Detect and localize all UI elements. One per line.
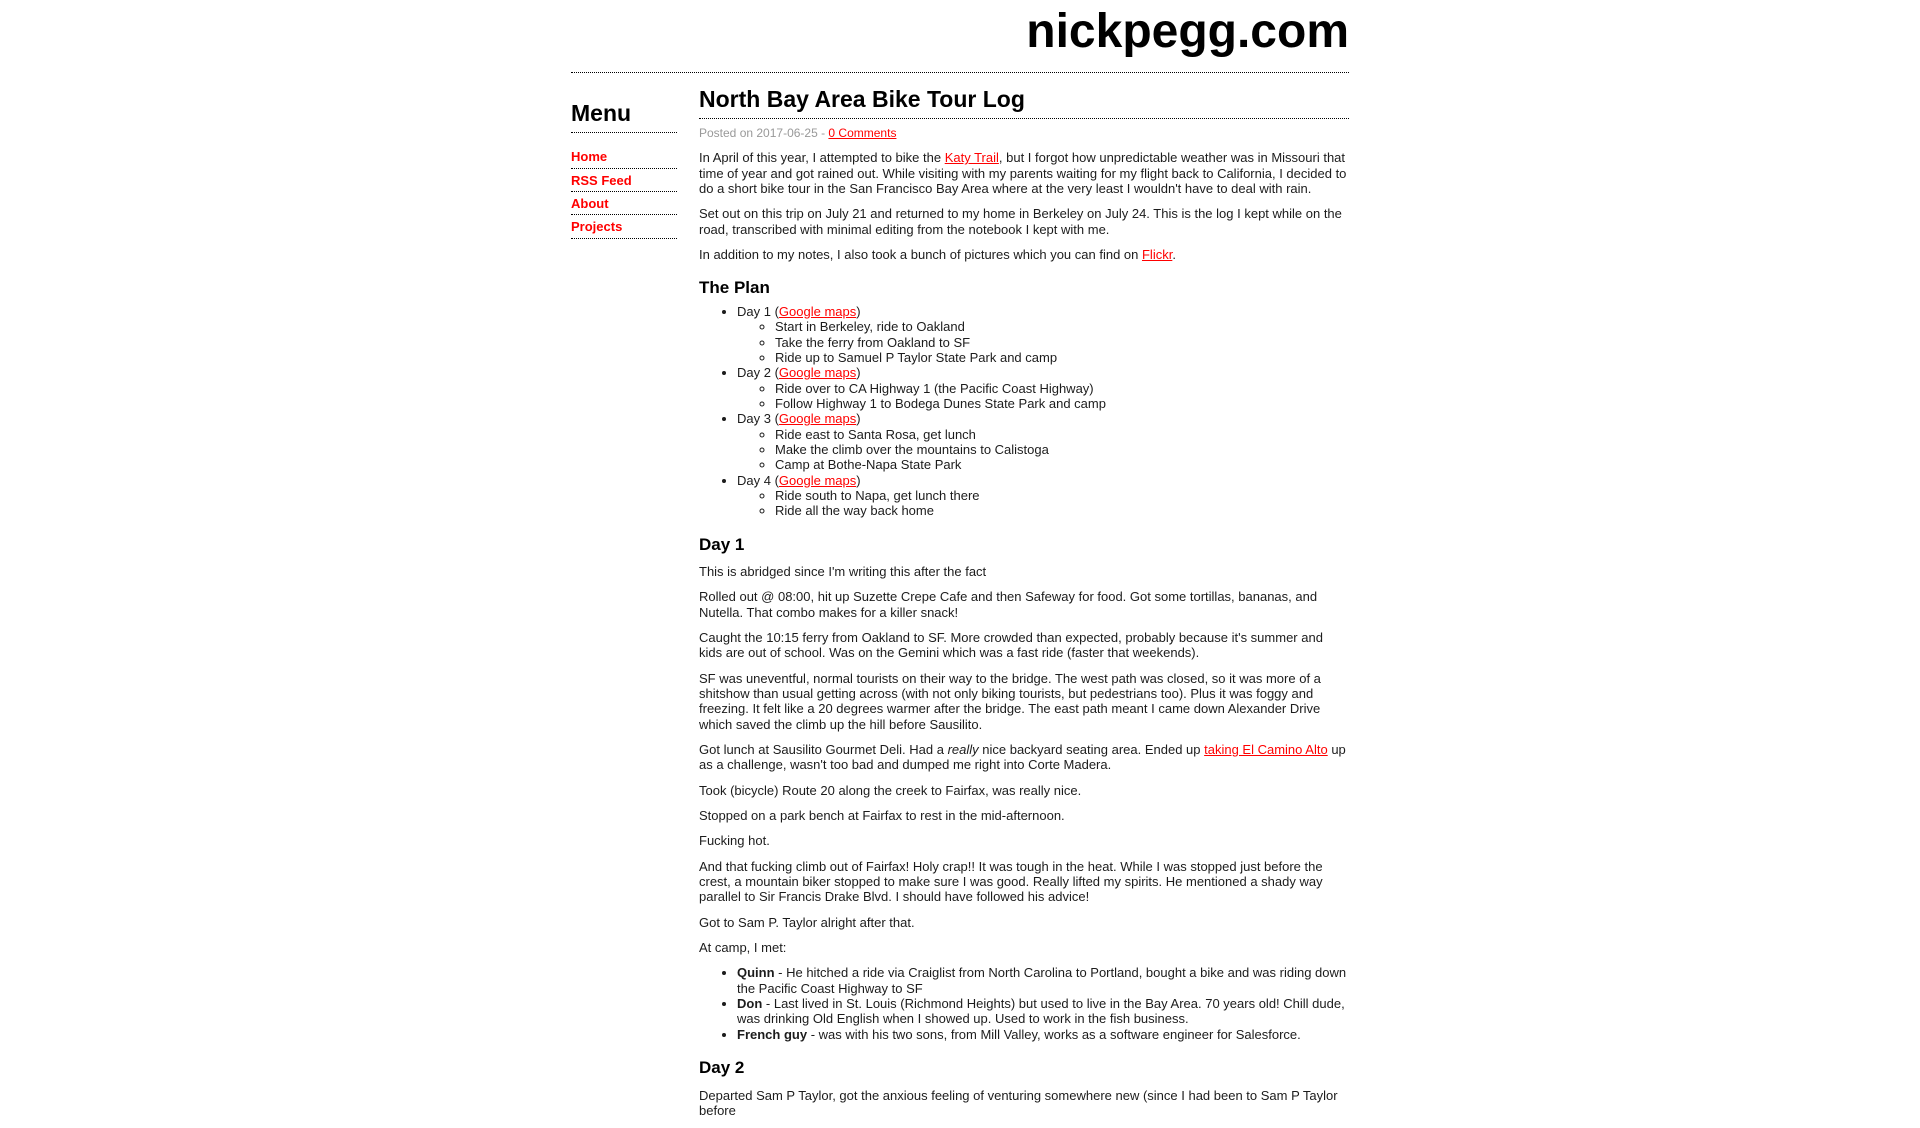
inline-link[interactable]: Katy Trail xyxy=(944,150,999,166)
list-item: • Day 4 (Google maps) ◦ Ride south to Napa, get lunch there ◦ Ride all the way back home xyxy=(737,473,1349,519)
paragraph: Rolled out @ 08:00, hit up Suzette Crepe Cafe and then Safeway for food. Got some tortillas, bananas, and Nutella. That combo makes for a killer snack! xyxy=(699,589,1318,620)
paragraph: In addition to my notes, I also took a bunch of pictures which you can find on Flickr. xyxy=(699,247,1176,263)
paragraph: Got to Sam P. Taylor alright after that. xyxy=(699,914,915,930)
plan-list xyxy=(699,304,1349,519)
menu-item-home xyxy=(571,145,677,168)
post-meta-date: Posted on 2017-06-25 - xyxy=(699,126,829,141)
menu-item-about xyxy=(571,192,677,215)
inline-bold-text: Don xyxy=(737,996,763,1011)
list-item: • Quinn - He hitched a ride via Craiglist from North Carolina to Portland, bought a bike and was riding down the Pacific Coast Highway to SF xyxy=(737,965,1349,996)
sub-list xyxy=(737,488,1349,519)
inline-link[interactable]: Flickr xyxy=(1141,247,1173,263)
site-header xyxy=(571,5,1349,73)
inline-bold-text: Quinn xyxy=(737,965,775,981)
section-heading: The Plan xyxy=(699,278,770,298)
sub-list-item: ◦ Make the climb over the mountains to Calistoga xyxy=(775,442,1349,457)
sub-list-item: ◦ Start in Berkeley, ride to Oakland xyxy=(775,319,1349,334)
list-item: • Day 2 (Google maps) ◦ Ride over to CA Highway 1 (the Pacific Coast Highway) ◦ Follow Highway 1 to Bodega Dunes State Park and camp xyxy=(737,365,1349,411)
sub-list-item: ◦ Ride up to Samuel P Taylor State Park and camp xyxy=(775,350,1349,365)
menu-heading: Menu xyxy=(571,101,677,133)
sidebar-menu xyxy=(571,87,677,239)
camp-list xyxy=(699,965,1349,1042)
menu-link[interactable]: RSS Feed xyxy=(571,172,632,188)
post-title: North Bay Area Bike Tour Log xyxy=(699,87,1349,119)
paragraph: SF was uneventful, normal tourists on their way to the bridge. The west path was closed, so it was more of a shitshow than usual getting across (with not only biking tourists, but pedestrians too). Plus it was foggy and freezing. It felt like a 20 degrees warmer after the bridge. The east path meant I came down Alexander Drive which saved the climb up the hill before Sausilito. xyxy=(699,670,1321,732)
paragraph: Set out on this trip on July 21 and returned to my home in Berkeley on July 24. This is the log I kept while on the road, transcribed with minimal editing from the notebook I kept with me. xyxy=(699,206,1342,237)
list-item: • Day 3 (Google maps) ◦ Ride east to Santa Rosa, get lunch ◦ Make the climb over the mountains to Calistoga ◦ Camp at Bothe-Napa State Park xyxy=(737,411,1349,472)
inline-link[interactable]: taking El Camino Alto xyxy=(1204,742,1328,758)
sub-list-item: ◦ Take the ferry from Oakland to SF xyxy=(775,335,1349,350)
inline-bold-text: French guy xyxy=(737,1026,808,1042)
menu-link[interactable]: Projects xyxy=(571,219,623,235)
list-item: • French guy - was with his two sons, from Mill Valley, works as a software engineer for Salesforce. xyxy=(737,1027,1349,1042)
section-heading: Day 1 xyxy=(699,534,745,554)
paragraph: In April of this year, I attempted to bike the Katy Trail, but I forgot how unpredictable weather was in Missouri that time of year and got rained out. While visiting with my parents waiting for my flight back to California, I decided to do a short bike tour in the San Francisco Bay Area where at the very least I wouldn't have to deal with rain. xyxy=(699,150,1347,197)
paragraph: At camp, I met: xyxy=(699,940,787,956)
paragraph: Got lunch at Sausilito Gourmet Deli. Had a really nice backyard seating area. Ended up taking El Camino Alto up as a challenge, wasn't too bad and dumped me right into Corte Madera. xyxy=(699,742,1346,773)
menu-item-rss-feed xyxy=(571,169,677,192)
paragraph: Departed Sam P Taylor, got the anxious feeling of venturing somewhere new (since I had been to Sam P Taylor before xyxy=(699,1087,1338,1118)
columns xyxy=(571,87,1349,1128)
post-body xyxy=(699,150,1349,1118)
sub-list xyxy=(737,381,1349,412)
menu-link[interactable]: About xyxy=(571,195,609,211)
sub-list-item: ◦ Camp at Bothe-Napa State Park xyxy=(775,457,1349,472)
main-content xyxy=(699,87,1349,1118)
menu-list xyxy=(571,145,677,238)
paragraph: This is abridged since I'm writing this after the fact xyxy=(699,564,987,580)
sub-list-item: ◦ Ride south to Napa, get lunch there xyxy=(775,488,1349,503)
site-title: nickpegg.com xyxy=(1026,5,1349,58)
sub-list-item: ◦ Follow Highway 1 to Bodega Dunes State Park and camp xyxy=(775,396,1349,411)
inline-link[interactable]: Google maps xyxy=(778,365,857,381)
sub-list-item: ◦ Ride all the way back home xyxy=(775,503,1349,518)
inline-italic-text: really xyxy=(947,742,979,758)
menu-link[interactable]: Home xyxy=(571,149,608,165)
list-item: • Day 1 (Google maps) ◦ Start in Berkeley, ride to Oakland ◦ Take the ferry from Oakland to SF ◦ Ride up to Samuel P Taylor State Park and camp xyxy=(737,304,1349,365)
paragraph: Fucking hot. xyxy=(699,833,770,849)
inline-link[interactable]: Google maps xyxy=(778,303,857,319)
list-item: • Don - Last lived in St. Louis (Richmond Heights) but used to live in the Bay Area. 70 years old! Chill dude, was drinking Old English when I showed up. Used to work in the fish business. xyxy=(737,996,1349,1027)
paragraph: Caught the 10:15 ferry from Oakland to SF. More crowded than expected, probably because it's summer and kids are out of school. Was on the Gemini which was a fast ride (faster that weekends). xyxy=(699,630,1323,661)
inline-link[interactable]: Google maps xyxy=(778,472,857,488)
menu-item-projects xyxy=(571,215,677,238)
page-container xyxy=(571,0,1349,1128)
paragraph: Took (bicycle) Route 20 along the creek to Fairfax, was really nice. xyxy=(699,782,1082,798)
comments-link[interactable]: 0 Comments xyxy=(828,126,897,141)
sub-list-item: ◦ Ride east to Santa Rosa, get lunch xyxy=(775,427,1349,442)
sub-list-item: ◦ Ride over to CA Highway 1 (the Pacific Coast Highway) xyxy=(775,381,1349,396)
paragraph: Stopped on a park bench at Fairfax to rest in the mid-afternoon. xyxy=(699,808,1065,824)
inline-link[interactable]: Google maps xyxy=(778,411,857,427)
sub-list xyxy=(737,427,1349,473)
section-heading: Day 2 xyxy=(699,1057,745,1077)
paragraph: And that fucking climb out of Fairfax! Holy crap!! It was tough in the heat. While I was stopped just before the crest, a mountain biker stopped to make sure I was good. Really lifted my spirits. He mentioned a shady way parallel to Sir Francis Drake Blvd. I should have followed his advice! xyxy=(699,858,1323,905)
post-meta xyxy=(699,126,1349,140)
sub-list xyxy=(737,319,1349,365)
